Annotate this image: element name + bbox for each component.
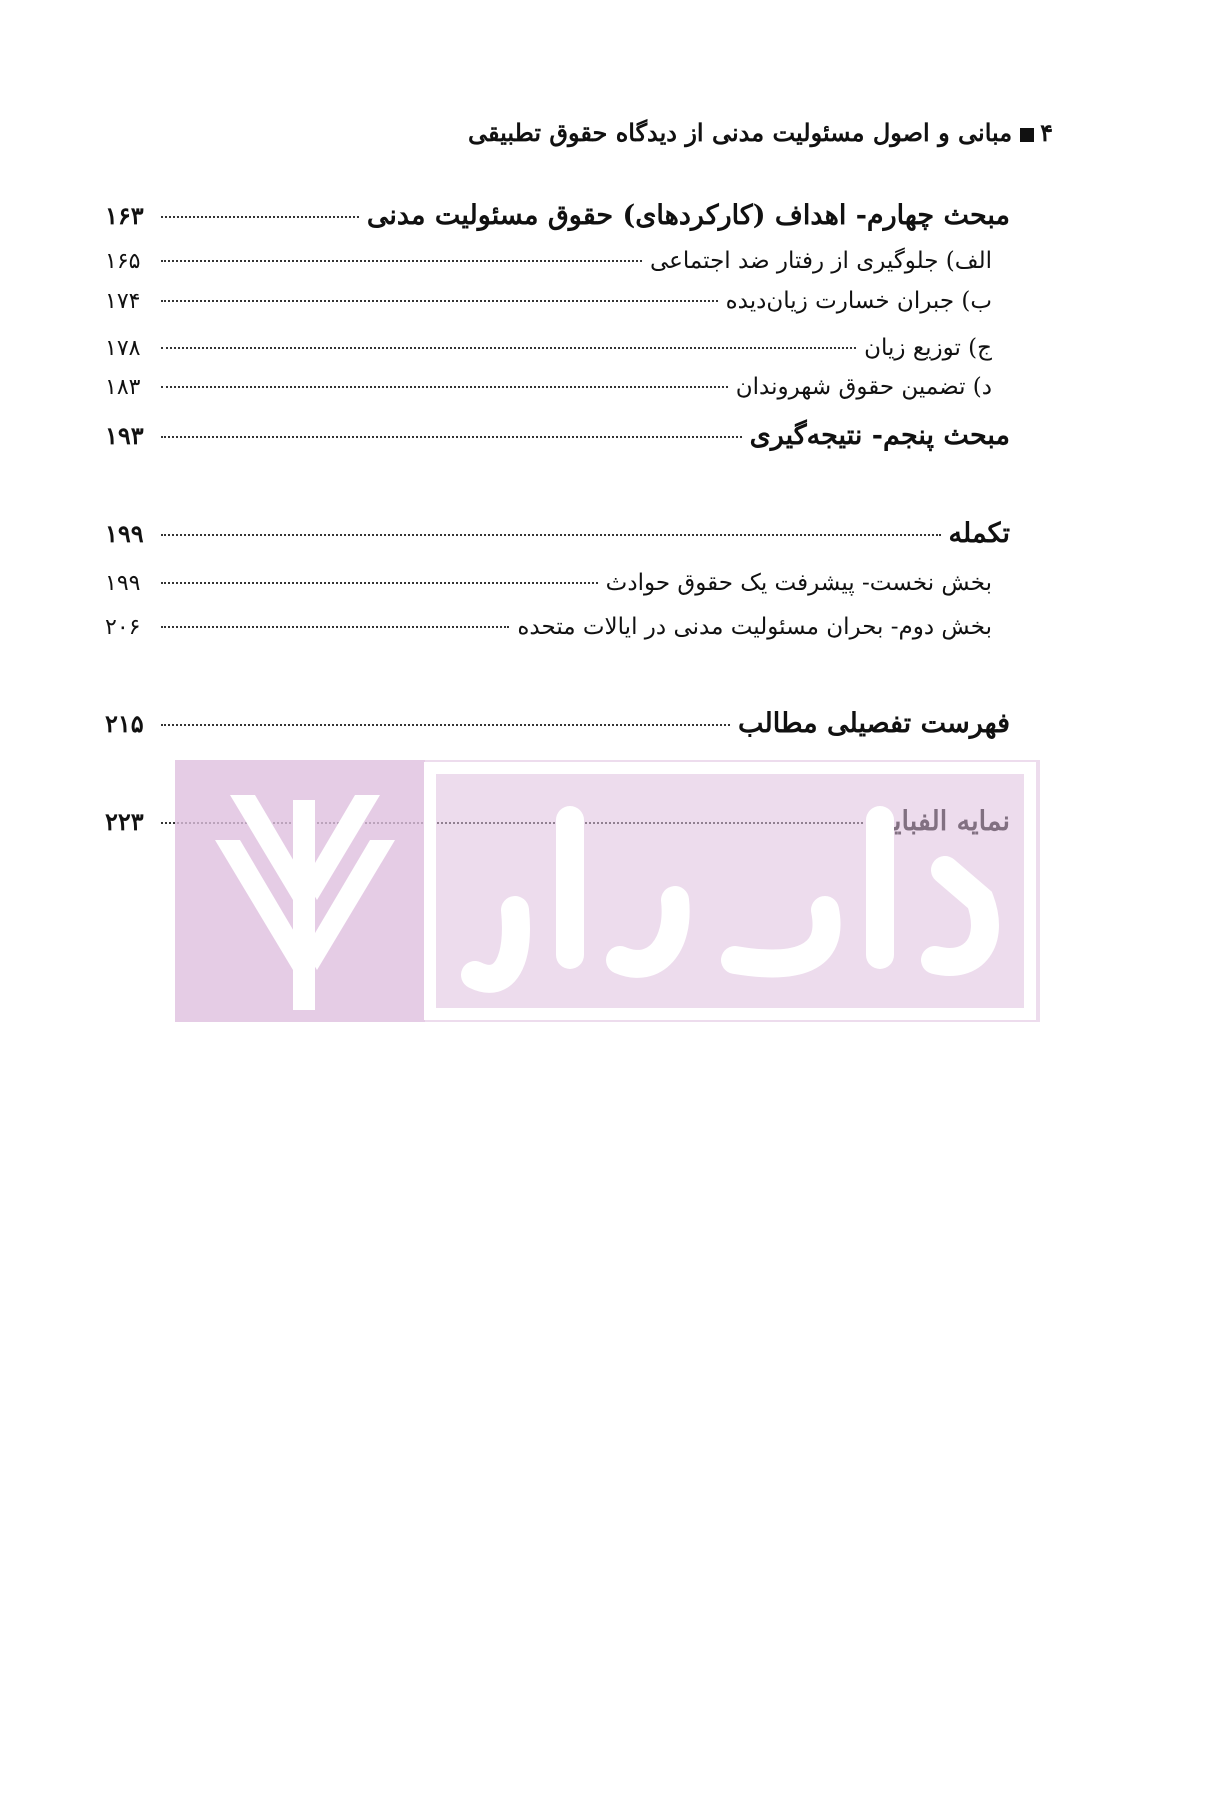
toc-entry-title: بخش دوم- بحران مسئولیت مدنی در ایالات متحده [517,614,992,640]
toc-entry-title: مبحث پنجم- نتیجه‌گیری [749,420,1010,451]
toc-entry-page: ۲۰۶ [105,615,141,640]
toc-entry-title: تکمله [948,518,1010,549]
watermark-logo [175,760,1040,1022]
toc-entry[interactable] [105,570,992,610]
dot-leader [161,626,509,628]
toc-entry-page: ۱۶۳ [105,201,144,230]
toc-entry[interactable] [105,518,1010,558]
page-number: ۴ [1040,118,1053,147]
book-title: مبانی و اصول مسئولیت مدنی از دیدگاه حقوق تطبیقی [468,118,1013,147]
toc-entry[interactable] [105,614,992,654]
toc-entry[interactable] [105,200,1010,240]
dot-leader [161,724,730,726]
dot-leader [161,300,718,302]
toc-entry-page: ۱۹۹ [105,571,141,596]
toc-entry-page: ۱۸۳ [105,375,141,400]
toc-entry-page: ۱۷۴ [105,289,141,314]
dot-leader [161,582,598,584]
toc-entry[interactable] [105,708,1010,748]
toc-entry-title: مبحث چهارم- اهداف (کارکردهای) حقوق مسئولیت مدنی [366,200,1010,231]
toc-entry-title: بخش نخست- پیشرفت یک حقوق حوادث [605,570,992,596]
toc-entry-title: الف) جلوگیری از رفتار ضد اجتماعی [649,248,992,274]
toc-entry-page: ۲۱۵ [105,709,144,738]
toc-entry-page: ۲۲۳ [105,807,144,836]
toc-entry-title: ج) توزیع زیان [864,335,992,361]
dot-leader [161,534,941,536]
toc-entry-title: فهرست تفصیلی مطالب [738,708,1010,739]
toc-entry[interactable] [105,335,992,375]
dot-leader [161,216,359,218]
dot-leader [161,347,856,349]
dot-leader [161,386,728,388]
dot-leader [161,436,742,438]
toc-entry-page: ۱۷۸ [105,336,141,361]
toc-entry[interactable] [105,420,1010,460]
toc-entry[interactable] [105,288,992,328]
toc-entry-title: د) تضمین حقوق شهروندان [735,374,992,400]
dot-leader [161,260,642,262]
dadbazar-logo-icon [175,760,1040,1022]
toc-entry-page: ۱۹۹ [105,519,144,548]
toc-entry-page: ۱۶۵ [105,249,141,274]
toc-entry[interactable] [105,374,992,414]
toc-entry-page: ۱۹۳ [105,421,144,450]
toc-entry[interactable] [105,248,992,288]
toc-entry-title: ب) جبران خسارت زیان‌دیده [725,288,992,314]
